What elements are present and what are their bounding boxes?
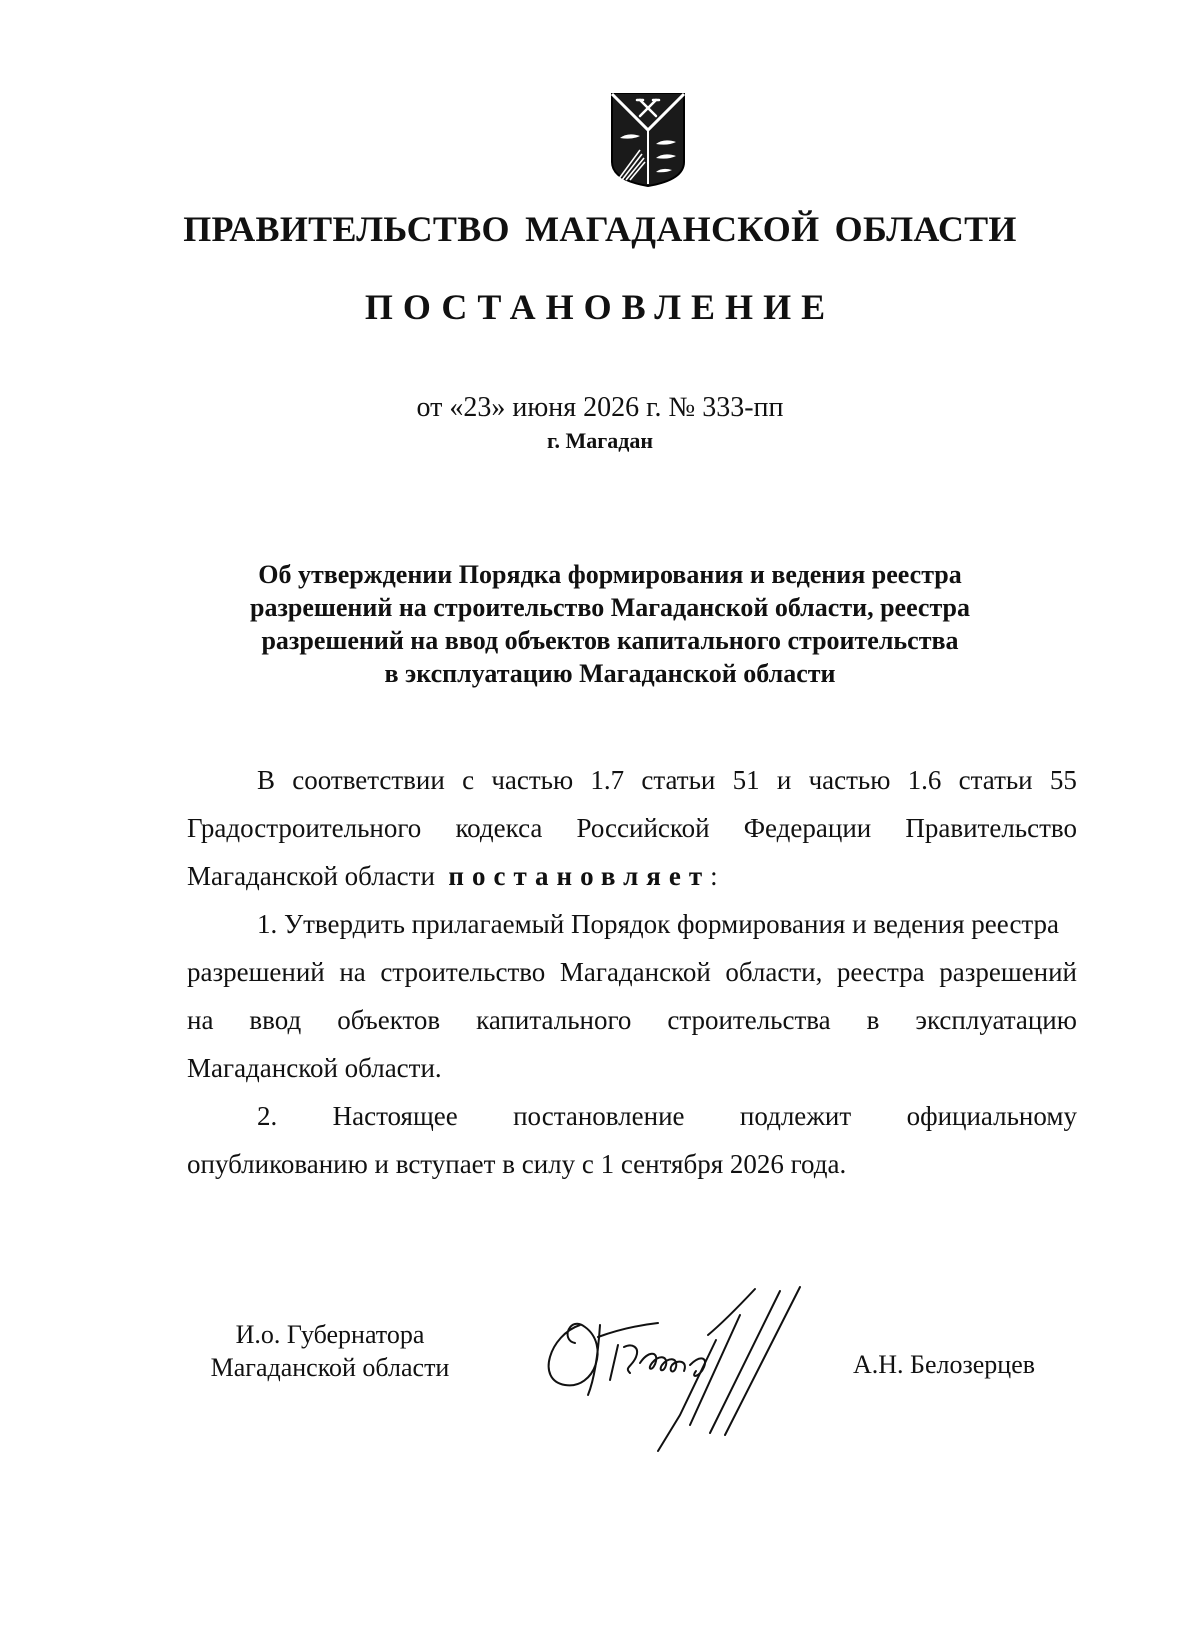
decree-date-number: от «23» июня 2026 г. № 333-пп: [416, 392, 784, 423]
document-type: ПОСТАНОВЛЕНИЕ: [364, 287, 836, 327]
word: Настоящее: [332, 1101, 458, 1131]
word: Правительство: [905, 813, 1077, 843]
word: разрешений: [939, 957, 1077, 987]
word: области,: [725, 957, 823, 987]
word: объектов: [337, 1005, 441, 1035]
coat-of-arms-icon: [610, 92, 686, 188]
word: строительство: [380, 957, 546, 987]
title-line: разрешений на ввод объектов капитального строительства: [261, 626, 959, 655]
preamble-line-2: [187, 804, 1077, 852]
decree-keyword: постановляет: [448, 861, 711, 891]
item1-text: 1. Утвердить прилагаемый Порядок формирования и ведения реестра: [257, 909, 1060, 939]
word: эксплуатацию: [915, 1005, 1077, 1035]
word: кодекса: [455, 813, 543, 843]
word: подлежит: [739, 1101, 852, 1131]
item1-line-1: [187, 900, 1077, 948]
word: 51: [732, 765, 760, 795]
signatory-name: А.Н. Белозерцев: [853, 1350, 1036, 1379]
item1-line-2: [187, 948, 1077, 996]
word: и: [776, 765, 792, 795]
handwritten-signature: [540, 1285, 830, 1455]
item2-text: опубликованию и вступает в силу с 1 сентября 2026 года.: [187, 1149, 847, 1179]
word: капитального: [476, 1005, 632, 1035]
position-line: И.о. Губернатора: [235, 1320, 425, 1349]
word: Градостроительного: [187, 813, 422, 843]
decree-body: [187, 756, 1077, 1188]
word: на: [187, 1005, 214, 1035]
word: реестра: [836, 957, 925, 987]
preamble-line-1: [187, 756, 1077, 804]
word: на: [339, 957, 366, 987]
word: ввод: [249, 1005, 302, 1035]
word: 1.7: [590, 765, 625, 795]
item2-line-1: [187, 1092, 1077, 1140]
word: Федерации: [743, 813, 872, 843]
word: Магаданской: [559, 957, 711, 987]
colon: :: [710, 861, 718, 891]
word: частью: [491, 765, 574, 795]
word: частью: [808, 765, 891, 795]
word: статьи: [641, 765, 716, 795]
word: соответствии: [292, 765, 445, 795]
item1-line-3: [187, 996, 1077, 1044]
position-line: Магаданской области: [210, 1353, 450, 1382]
word: статьи: [958, 765, 1033, 795]
word: постановление: [513, 1101, 685, 1131]
title-line: разрешений на строительство Магаданской области, реестра: [249, 593, 971, 622]
item1-text: Магаданской области.: [187, 1053, 442, 1083]
organization-name: ПРАВИТЕЛЬСТВО МАГАДАНСКОЙ ОБЛАСТИ: [183, 209, 1017, 249]
word: 55: [1049, 765, 1077, 795]
preamble-line-3: [187, 852, 1077, 900]
word: в: [866, 1005, 880, 1035]
word: с: [462, 765, 475, 795]
title-line: Об утверждении Порядка формирования и ведения реестра: [258, 560, 962, 589]
word: официальному: [906, 1101, 1077, 1131]
word: разрешений: [187, 957, 325, 987]
word: 1.6: [907, 765, 942, 795]
signatory-position: [170, 1318, 490, 1384]
word: строительства: [667, 1005, 831, 1035]
item1-line-4: [187, 1044, 1077, 1092]
decree-city: г. Магадан: [546, 428, 654, 453]
preamble-text: Магаданской области: [187, 861, 435, 891]
item2-line-2: [187, 1140, 1077, 1188]
decree-title: [190, 558, 1030, 690]
word: В: [257, 765, 276, 795]
word: Российской: [576, 813, 710, 843]
word: 2.: [257, 1101, 278, 1131]
title-line: в эксплуатацию Магаданской области: [384, 659, 836, 688]
